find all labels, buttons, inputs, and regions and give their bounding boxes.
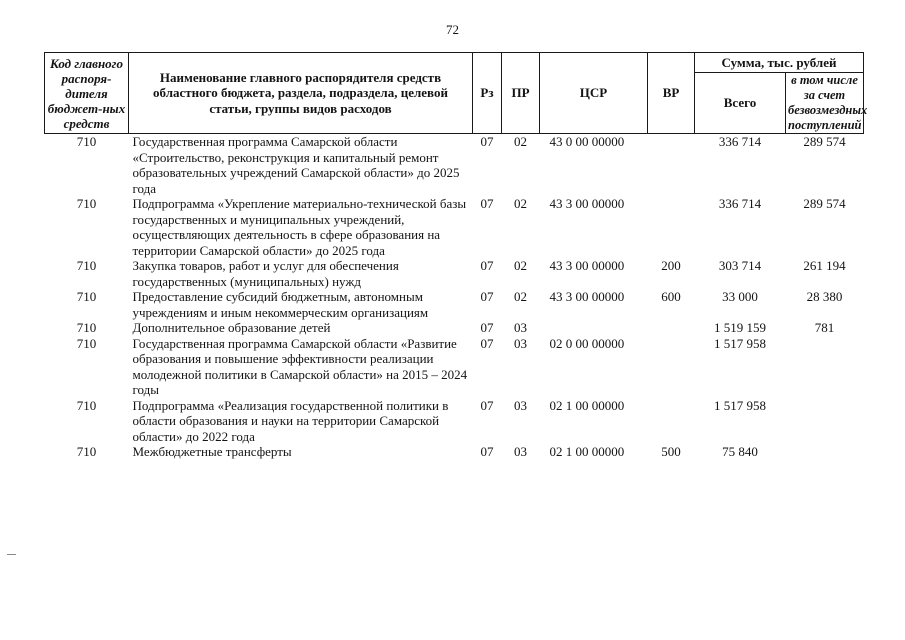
cell-sub: 261 194 xyxy=(803,258,846,273)
cell-total: 336 714 xyxy=(718,134,762,149)
cell-code: 710 xyxy=(76,134,97,149)
cell-sub: 289 574 xyxy=(803,196,846,211)
cell-sub: 781 xyxy=(814,320,835,335)
table-body xyxy=(45,134,864,460)
cell-rz: 07 xyxy=(480,258,494,273)
cell-vr: 500 xyxy=(661,444,681,459)
cell-code: 710 xyxy=(76,335,97,351)
cell-rz: 07 xyxy=(480,196,494,211)
cell-rz: 07 xyxy=(480,397,494,413)
header-pr: ПР xyxy=(502,53,540,134)
margin-mark xyxy=(7,554,16,555)
table-row xyxy=(45,336,864,398)
cell-vr xyxy=(648,134,695,197)
cell-rz: 07 xyxy=(480,444,494,459)
table-row xyxy=(45,444,864,460)
header-name: Наименование главного распорядителя средств областного бюджета, раздела, подраздела, целевой статьи, группы видов расходов xyxy=(129,53,473,134)
cell-pr: 02 xyxy=(514,196,527,211)
cell-vr xyxy=(648,398,695,445)
cell-pr: 03 xyxy=(514,397,527,413)
cell-pr: 02 xyxy=(514,289,527,304)
cell-rz: 07 xyxy=(480,134,494,149)
budget-table xyxy=(44,52,868,460)
table-row xyxy=(45,134,864,197)
cell-total: 1 517 958 xyxy=(714,335,766,351)
cell-csr: 43 3 00 00000 xyxy=(549,196,625,211)
cell-sub xyxy=(786,336,864,398)
cell-csr: 43 0 00 00000 xyxy=(549,134,625,149)
cell-name: Предоставление субсидий бюджетным, автономным учреждениям и иным некоммерческим организациям xyxy=(132,289,429,320)
cell-total: 75 840 xyxy=(722,444,758,459)
page-number: 72 xyxy=(446,22,459,37)
cell-csr: 43 3 00 00000 xyxy=(549,258,625,273)
cell-vr: 200 xyxy=(661,258,681,273)
table-row xyxy=(45,398,864,445)
cell-pr: 02 xyxy=(514,134,527,149)
cell-rz: 07 xyxy=(480,289,494,304)
cell-name: Подпрограмма «Укрепление материально-технической базы государственных и муниципальных учреждений, осуществляющих деятельность в сфере образования на территории Самарской области» до 2025 года xyxy=(132,196,467,258)
cell-name: Подпрограмма «Реализация государственной политики в области образования и науки на территории Самарской области» до 2022 года xyxy=(132,397,449,444)
table-row xyxy=(45,196,864,258)
cell-vr xyxy=(648,320,695,336)
cell-code: 710 xyxy=(76,320,97,335)
cell-csr xyxy=(540,320,648,336)
cell-pr: 02 xyxy=(514,258,527,273)
cell-code: 710 xyxy=(76,444,97,459)
cell-name: Дополнительное образование детей xyxy=(132,320,331,335)
cell-csr: 02 0 00 00000 xyxy=(549,335,625,351)
cell-rz: 07 xyxy=(480,335,494,351)
header-total: Всего xyxy=(695,73,786,134)
cell-total: 303 714 xyxy=(718,258,762,273)
header-sub: в том числе за счет безвозмездных поступлений xyxy=(786,73,864,134)
cell-sub: 28 380 xyxy=(806,289,843,304)
cell-code: 710 xyxy=(76,289,97,304)
cell-total: 1 519 159 xyxy=(714,320,766,335)
cell-csr: 43 3 00 00000 xyxy=(549,289,625,304)
cell-pr: 03 xyxy=(514,444,527,459)
cell-total: 336 714 xyxy=(718,196,762,211)
cell-csr: 02 1 00 00000 xyxy=(549,397,625,413)
cell-sub xyxy=(786,398,864,445)
cell-sub xyxy=(786,444,864,460)
header-code: Код главного распоря-дителя бюджет-ных средств xyxy=(45,53,129,134)
cell-rz: 07 xyxy=(480,320,494,335)
cell-csr: 02 1 00 00000 xyxy=(549,444,625,459)
table-row xyxy=(45,258,864,289)
cell-sub: 289 574 xyxy=(803,134,846,149)
header-vr: ВР xyxy=(648,53,695,134)
header-csr: ЦСР xyxy=(540,53,648,134)
cell-code: 710 xyxy=(76,196,97,211)
table-row xyxy=(45,320,864,336)
cell-code: 710 xyxy=(76,397,97,413)
header-sum: Сумма, тыс. рублей xyxy=(695,53,864,73)
cell-name: Закупка товаров, работ и услуг для обеспечения государственных (муниципальных) нужд xyxy=(132,258,399,289)
cell-vr xyxy=(648,196,695,258)
cell-vr xyxy=(648,336,695,398)
cell-total: 33 000 xyxy=(722,289,758,304)
cell-pr: 03 xyxy=(514,320,527,335)
cell-name: Межбюджетные трансферты xyxy=(132,444,292,459)
cell-vr: 600 xyxy=(661,289,681,304)
cell-code: 710 xyxy=(76,258,97,273)
cell-total: 1 517 958 xyxy=(714,397,766,413)
header-rz: Рз xyxy=(473,53,502,134)
cell-name: Государственная программа Самарской области «Развитие образования и повышение эффективности реализации молодежной политики в Самарской области» на 2015 – 2024 годы xyxy=(132,335,468,397)
cell-pr: 03 xyxy=(514,335,527,351)
cell-name: Государственная программа Самарской области «Строительство, реконструкция и капитальный ремонт образовательных учреждений Самарской области» до 2025 года xyxy=(132,134,460,196)
table-row xyxy=(45,289,864,320)
